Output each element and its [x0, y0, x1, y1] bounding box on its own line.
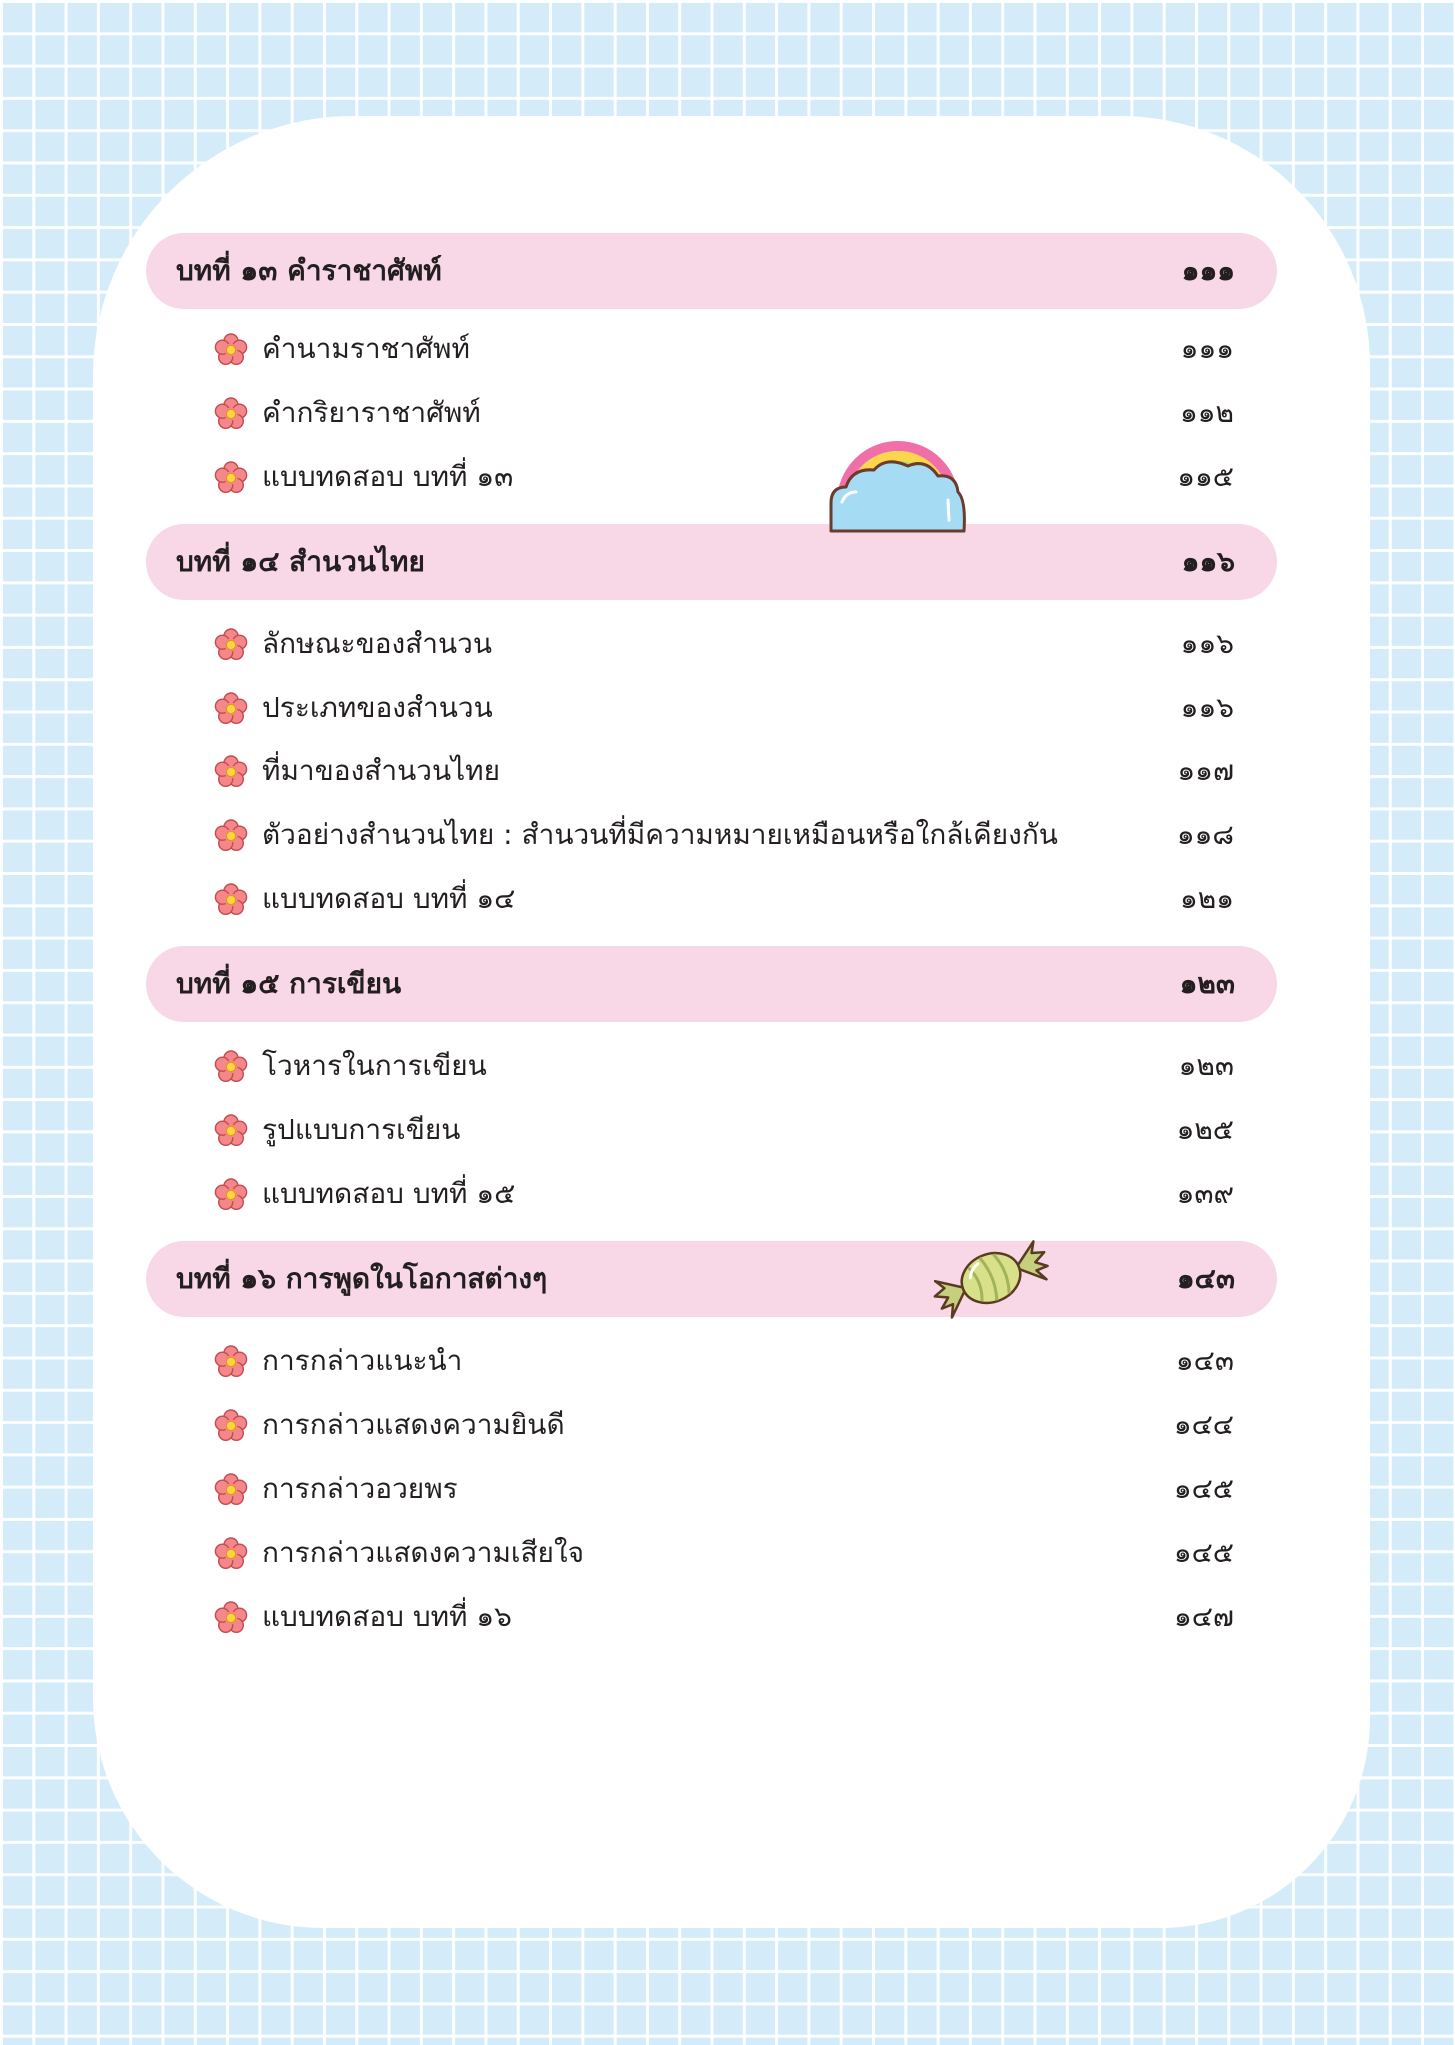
toc-item-label: การกล่าวแสดงความยินดี [262, 1408, 565, 1441]
flower-icon [214, 1473, 248, 1507]
toc-item-label: รูปแบบการเขียน [262, 1113, 461, 1146]
toc-item-page: ๑๑๖ [1180, 627, 1234, 660]
toc-item-page: ๑๔๕ [1173, 1472, 1234, 1505]
toc-item-label: แบบทดสอบ บทที่ ๑๓ [262, 460, 514, 493]
flower-icon [214, 755, 248, 789]
toc-item-label: ที่มาของสำนวนไทย [262, 754, 501, 787]
toc-item[interactable] [214, 683, 1234, 733]
toc-item-label: ประเภทของสำนวน [262, 691, 493, 724]
toc-item-label: การกล่าวแสดงความเสียใจ [262, 1536, 585, 1569]
flower-icon [214, 1537, 248, 1571]
flower-icon [214, 333, 248, 367]
toc-item[interactable] [214, 1464, 1234, 1514]
toc-item-page: ๑๓๙ [1176, 1177, 1234, 1210]
toc-item-page: ๑๑๕ [1177, 460, 1234, 493]
toc-item-label: คำกริยาราชาศัพท์ [262, 396, 481, 429]
chapter-15-title: บทที่ ๑๕ การเขียน [176, 967, 402, 1000]
rainbow-cloud-icon [828, 440, 968, 534]
flower-icon [214, 692, 248, 726]
flower-icon [214, 1050, 248, 1084]
chapter-14-page: ๑๑๖ [1181, 545, 1235, 578]
toc-item[interactable] [214, 452, 1234, 502]
toc-item[interactable] [214, 810, 1234, 860]
toc-item[interactable] [214, 1041, 1234, 1091]
toc-item-label: คำนามราชาศัพท์ [262, 332, 470, 365]
toc-item[interactable] [214, 1592, 1234, 1642]
toc-item-label: แบบทดสอบ บทที่ ๑๖ [262, 1600, 512, 1633]
flower-icon [214, 1114, 248, 1148]
toc-item-label: การกล่าวอวยพร [262, 1472, 458, 1505]
toc-item-page: ๑๑๗ [1177, 754, 1234, 787]
chapter-14-header[interactable] [146, 524, 1277, 600]
toc-item-page: ๑๒๑ [1179, 882, 1234, 915]
toc-item-page: ๑๔๕ [1173, 1536, 1234, 1569]
chapter-13-page: ๑๑๑ [1181, 254, 1235, 287]
toc-item-page: ๑๔๗ [1173, 1600, 1234, 1633]
flower-icon [214, 628, 248, 662]
flower-icon [214, 461, 248, 495]
chapter-15-header[interactable] [146, 946, 1277, 1022]
toc-item-page: ๑๒๕ [1176, 1113, 1234, 1146]
toc-item-page: ๑๑๒ [1179, 396, 1234, 429]
toc-item[interactable] [214, 324, 1234, 374]
toc-item-page: ๑๒๓ [1178, 1049, 1234, 1082]
toc-item-label: โวหารในการเขียน [262, 1049, 487, 1082]
chapter-16-header[interactable] [146, 1241, 1277, 1317]
chapter-16-title: บทที่ ๑๖ การพูดในโอกาสต่างๆ [176, 1262, 548, 1295]
flower-icon [214, 819, 248, 853]
toc-item-page: ๑๑๘ [1176, 818, 1234, 851]
toc-item[interactable] [214, 388, 1234, 438]
flower-icon [214, 1345, 248, 1379]
toc-item-page: ๑๔๔ [1173, 1408, 1234, 1441]
toc-item[interactable] [214, 746, 1234, 796]
toc-item-page: ๑๔๓ [1175, 1344, 1234, 1377]
candy-icon [930, 1226, 1052, 1330]
chapter-13-header[interactable] [146, 233, 1277, 309]
toc-item[interactable] [214, 874, 1234, 924]
chapter-14-title: บทที่ ๑๔ สำนวนไทย [176, 545, 425, 578]
toc-item[interactable] [214, 1336, 1234, 1386]
toc-item[interactable] [214, 1105, 1234, 1155]
flower-icon [214, 1409, 248, 1443]
toc-item-label: ตัวอย่างสำนวนไทย : สำนวนที่มีความหมายเหมือนหรือใกล้เคียงกัน [262, 818, 1058, 851]
toc-item-page: ๑๑๖ [1180, 691, 1234, 724]
chapter-16-page: ๑๔๓ [1176, 1262, 1235, 1295]
toc-item-label: แบบทดสอบ บทที่ ๑๔ [262, 882, 516, 915]
toc-item[interactable] [214, 1169, 1234, 1219]
toc-item-page: ๑๑๑ [1180, 332, 1234, 365]
chapter-15-page: ๑๒๓ [1179, 967, 1235, 1000]
chapter-13-title: บทที่ ๑๓ คำราชาศัพท์ [176, 254, 442, 287]
flower-icon [214, 1178, 248, 1212]
toc-item-label: ลักษณะของสำนวน [262, 627, 493, 660]
flower-icon [214, 397, 248, 431]
toc-item[interactable] [214, 619, 1234, 669]
flower-icon [214, 1601, 248, 1635]
flower-icon [214, 883, 248, 917]
toc-item-label: แบบทดสอบ บทที่ ๑๕ [262, 1177, 516, 1210]
toc-item-label: การกล่าวแนะนำ [262, 1344, 463, 1377]
toc-item[interactable] [214, 1528, 1234, 1578]
toc-item[interactable] [214, 1400, 1234, 1450]
